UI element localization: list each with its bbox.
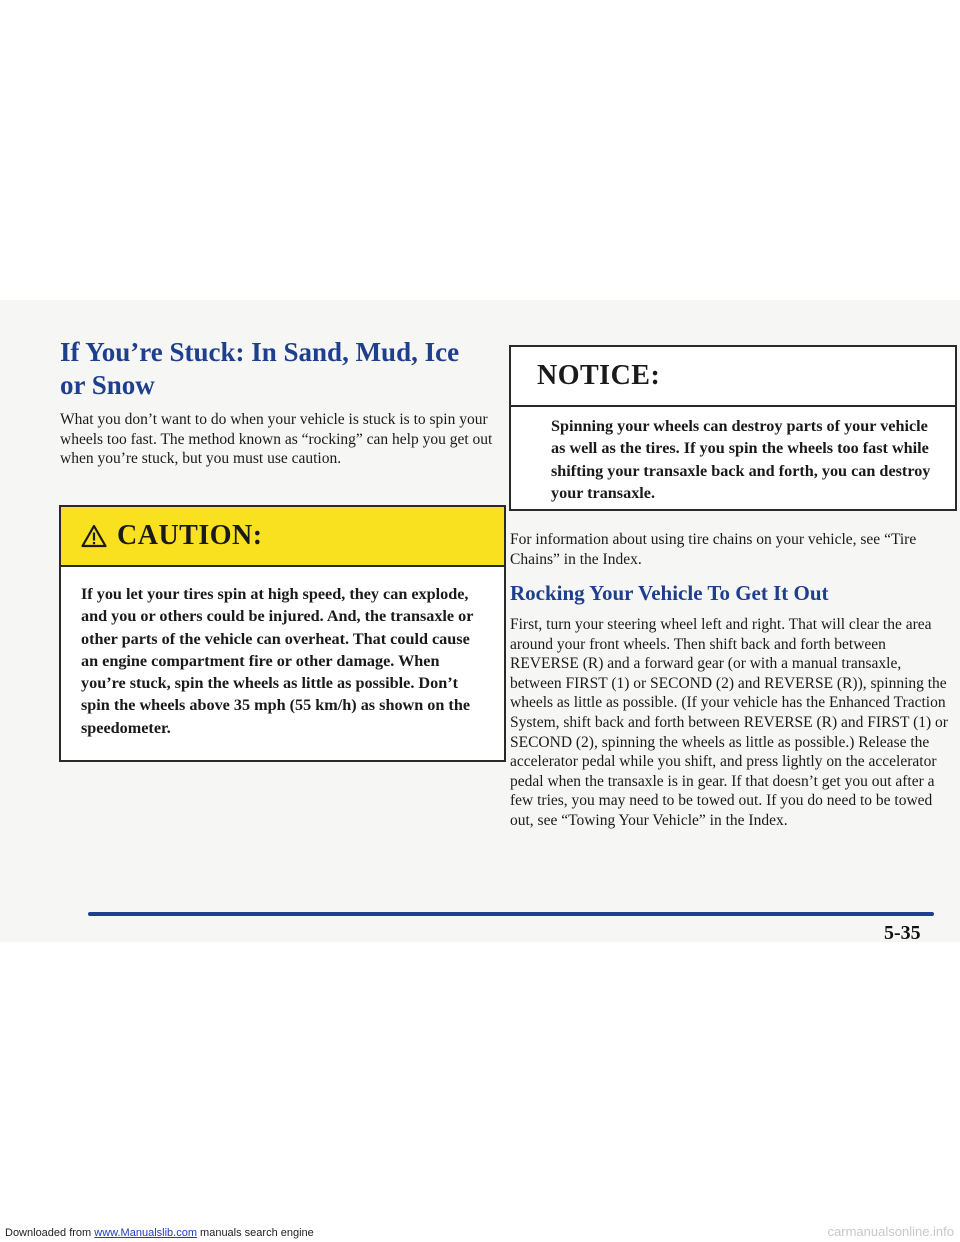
warning-triangle-icon <box>81 524 107 548</box>
download-footer <box>5 1227 314 1239</box>
caution-heading: CAUTION: <box>117 520 263 551</box>
caution-text: If you let your tires spin at high speed, they can explode, and you or others could be injured. And, the transaxle or other parts of the vehicle can overheat. That could cause an engine compartment fire or other damage. When you’re stuck, spin the wheels as little as possible. Don’t spin the wheels above 35 mph (55 km/h) as shown on the speedometer. <box>81 585 474 737</box>
footer-suffix: manuals search engine <box>196 1227 314 1239</box>
rocking-heading: Rocking Your Vehicle To Get It Out <box>510 581 829 605</box>
caution-box <box>59 505 506 762</box>
tire-chains-paragraph: For information about using tire chains on your vehicle, see “Tire Chains” in the Index. <box>510 531 917 568</box>
intro-paragraph: What you don’t want to do when your vehicle is stuck is to spin your wheels too fast. The method known as “rocking” can help you get out when you’re stuck, but you must use caution. <box>60 411 493 468</box>
watermark: carmanualsonline.info <box>827 1224 954 1239</box>
notice-text: Spinning your wheels can destroy parts of your vehicle as well as the tires. If you spin the wheels too fast while shifting your transaxle back and forth, you can destroy your transaxle. <box>551 417 931 502</box>
rocking-paragraph: First, turn your steering wheel left and right. That will clear the area around your front wheels. Then shift back and forth between REVERSE (R) and a forward gear (or with a manual transaxle, between FIRST (1) or SECOND (2) and REVERSE (R)), spinning the wheels as little as possible. (If your vehicle has the Enhanced Traction System, shift back and forth between REVERSE (R) and FIRST (1) or SECOND (2), spinning the wheels as little as possible.) Release the accelerator pedal while you shift, and press lightly on the accelerator pedal when the transaxle is in gear. If that doesn’t get you out after a few tries, you may need to be towed out. If you do need to be towed out, see “Towing Your Vehicle” in the Index. <box>510 616 948 829</box>
notice-box <box>509 345 957 511</box>
notice-heading: NOTICE: <box>537 360 661 391</box>
footer-rule <box>88 912 934 916</box>
notice-header <box>511 347 955 407</box>
caution-header <box>61 507 504 567</box>
footer-prefix: Downloaded from <box>5 1227 95 1239</box>
section-title: If You’re Stuck: In Sand, Mud, Ice or Snow <box>60 337 460 400</box>
manualslib-link[interactable]: www.Manualslib.com <box>94 1227 197 1239</box>
page-number: 5-35 <box>884 922 921 944</box>
